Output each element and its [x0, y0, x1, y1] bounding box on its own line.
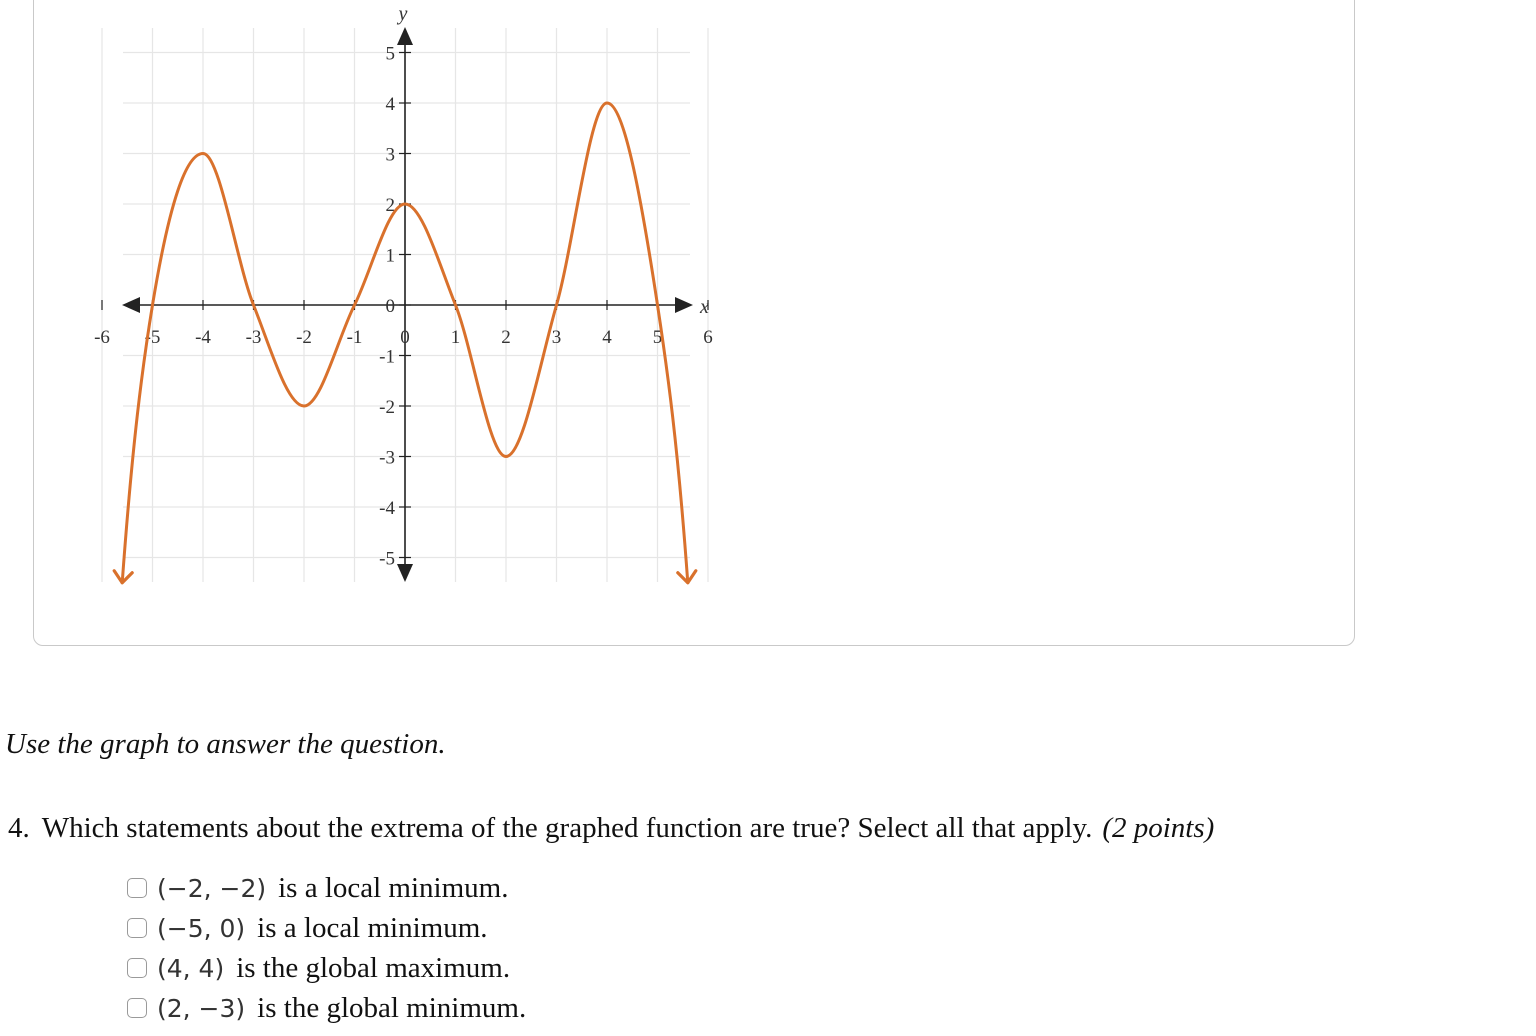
x-tick-label: -4	[195, 327, 211, 348]
x-tick-label: 2	[501, 327, 511, 348]
option-text: is a local minimum.	[278, 871, 509, 904]
instructions-text: Use the graph to answer the question.	[5, 728, 446, 760]
answer-options	[127, 868, 526, 1028]
option-text: is a local minimum.	[257, 911, 488, 944]
x-tick-label: 5	[652, 327, 663, 348]
y-tick-label: 5	[385, 43, 395, 65]
x-tick-label: 4	[602, 327, 612, 348]
checkbox[interactable]	[127, 998, 147, 1018]
y-tick-label: -1	[379, 346, 395, 368]
option-text: is the global maximum.	[236, 951, 511, 984]
y-tick-label: -5	[379, 548, 395, 570]
y-tick-label: 4	[385, 94, 395, 115]
x-tick-label: -1	[346, 327, 363, 348]
axes	[102, 27, 708, 582]
x-tick-label: -2	[296, 327, 312, 348]
x-tick-label: 6	[703, 327, 713, 348]
question-text: Which statements about the extrema of the graphed function are true? Select all that apply.	[41, 812, 1093, 844]
x-tick-label: 1	[450, 327, 461, 348]
y-tick-label: 3	[385, 144, 395, 166]
x-axis-label: x	[700, 296, 709, 318]
x-tick-label: -5	[144, 327, 161, 348]
option-coordinate: (−5, 0)	[157, 913, 246, 943]
question	[8, 812, 1214, 845]
y-axis-label: y	[398, 3, 408, 25]
x-tick-label: 0	[400, 327, 410, 348]
x-tick-label: -3	[245, 327, 262, 348]
y-tick-label: 1	[385, 245, 395, 267]
option-text: is the global minimum.	[257, 991, 527, 1024]
option-1[interactable]	[127, 868, 526, 908]
y-tick-label: -4	[379, 498, 395, 519]
question-points: (2 points)	[1102, 812, 1215, 844]
y-tick-label: 0	[385, 296, 395, 317]
y-tick-label: 2	[385, 195, 395, 216]
y-tick-label: -2	[379, 397, 395, 418]
option-2[interactable]	[127, 908, 526, 948]
y-axis-arrow-down	[397, 564, 413, 582]
y-tick-label: -3	[379, 447, 395, 469]
x-axis-arrow-left	[122, 297, 140, 313]
option-coordinate: (−2, −2)	[157, 873, 267, 903]
x-tick-label: -6	[94, 327, 110, 348]
x-tick-label: 3	[551, 327, 562, 348]
question-number: 4.	[8, 812, 30, 844]
x-axis-arrow-right	[675, 297, 693, 313]
checkbox[interactable]	[127, 958, 147, 978]
option-coordinate: (4, 4)	[157, 953, 225, 983]
checkbox[interactable]	[127, 878, 147, 898]
option-4[interactable]	[127, 988, 526, 1028]
checkbox[interactable]	[127, 918, 147, 938]
y-axis-arrow-up	[397, 27, 413, 45]
option-3[interactable]	[127, 948, 526, 988]
option-coordinate: (2, −3)	[157, 993, 246, 1023]
